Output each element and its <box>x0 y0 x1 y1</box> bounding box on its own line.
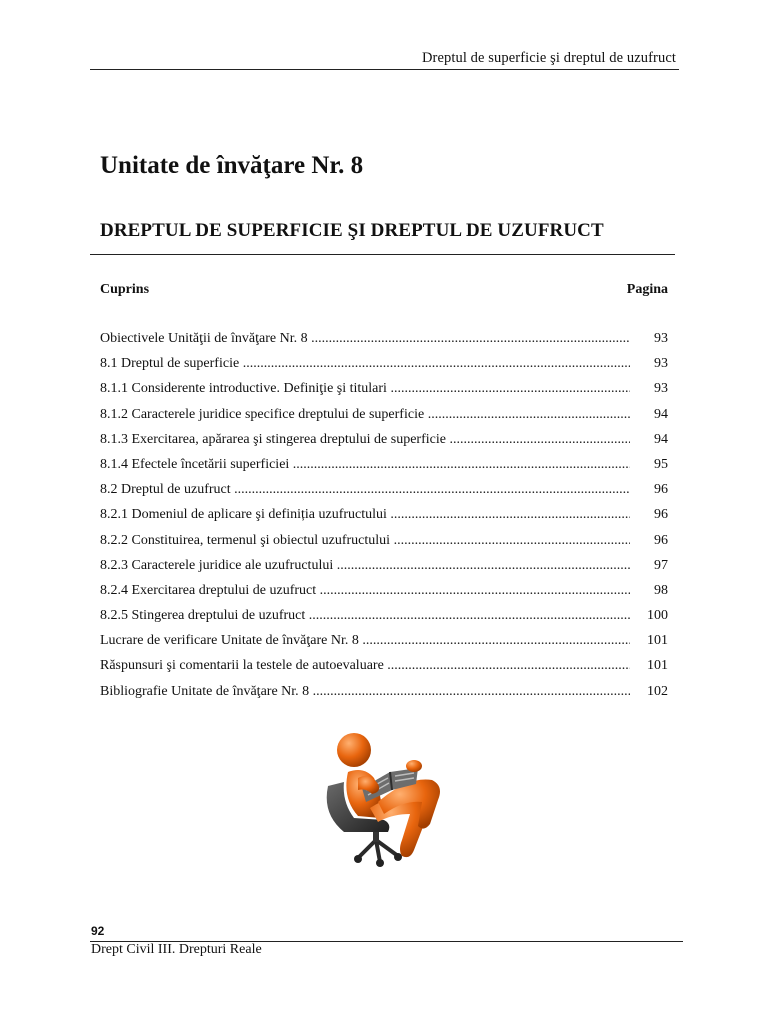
toc-entry-page: 96 <box>654 507 668 523</box>
toc-entry-page: 98 <box>654 582 668 598</box>
toc-entry-title[interactable]: 8.2.1 Domeniul de aplicare şi definiția uzufructului ..... <box>100 505 630 525</box>
toc-entry[interactable] <box>100 606 668 631</box>
toc-entry-title[interactable]: Bibliografie Unitate de învăţare Nr. 8 ..... <box>100 682 630 702</box>
toc-entry-title[interactable]: Obiectivele Unităţii de învăţare Nr. 8 ..... <box>100 329 630 349</box>
table-of-contents <box>100 329 668 707</box>
toc-entry-page: 93 <box>654 356 668 372</box>
course-title: Drept Civil III. Drepturi Reale <box>91 942 262 957</box>
toc-entry[interactable] <box>100 531 668 556</box>
header-divider <box>90 69 679 70</box>
toc-contents-label: Cuprins <box>100 282 150 297</box>
toc-entry-page: 101 <box>647 633 668 649</box>
toc-entry-title[interactable]: 8.2.4 Exercitarea dreptului de uzufruct ..... <box>100 581 630 601</box>
toc-entry[interactable] <box>100 656 668 681</box>
toc-entry-page: 94 <box>654 406 668 422</box>
toc-entry-page: 97 <box>654 557 668 573</box>
toc-entry-title[interactable]: 8.1 Dreptul de superficie ..... <box>100 354 630 374</box>
running-header: Dreptul de superficie şi dreptul de uzufruct <box>421 50 676 66</box>
toc-entry-title[interactable]: 8.1.2 Caracterele juridice specifice dreptului de superficie ..... <box>100 405 630 425</box>
toc-entry-title[interactable]: 8.2 Dreptul de uzufruct ..... <box>100 480 630 500</box>
toc-entry-title[interactable]: 8.1.1 Considerente introductive. Definiţie şi titulari ..... <box>100 379 630 399</box>
toc-entry[interactable] <box>100 329 668 354</box>
toc-entry-page: 101 <box>647 658 668 674</box>
toc-entry-title[interactable]: 8.2.5 Stingerea dreptului de uzufruct ..... <box>100 606 630 626</box>
toc-entry-title[interactable]: 8.2.2 Constituirea, termenul şi obiectul uzufructului ..... <box>100 531 630 551</box>
reading-figure-icon <box>318 728 454 868</box>
toc-entry-page: 93 <box>654 381 668 397</box>
toc-entry-page: 102 <box>647 683 668 699</box>
toc-entry[interactable] <box>100 556 668 581</box>
toc-entry-title[interactable]: Lucrare de verificare Unitate de învăţare Nr. 8 ..... <box>100 631 630 651</box>
toc-entry[interactable] <box>100 379 668 404</box>
chapter-title: DREPTUL DE SUPERFICIE ŞI DREPTUL DE UZUFRUCT <box>100 220 604 241</box>
toc-entry[interactable] <box>100 505 668 530</box>
toc-entry[interactable] <box>100 455 668 480</box>
page-number: 92 <box>91 924 105 938</box>
toc-entry-page: 94 <box>654 431 668 447</box>
toc-entry-title[interactable]: 8.1.4 Efectele încetării superficiei ..... <box>100 455 630 475</box>
unit-title: Unitate de învăţare Nr. 8 <box>100 152 364 179</box>
title-divider <box>90 254 675 255</box>
toc-entry[interactable] <box>100 354 668 379</box>
toc-entry[interactable] <box>100 405 668 430</box>
toc-entry-page: 100 <box>647 608 668 624</box>
toc-header <box>100 282 668 298</box>
toc-entry-page: 96 <box>654 482 668 498</box>
toc-entry-title[interactable]: 8.1.3 Exercitarea, apărarea şi stingerea dreptului de superficie ..... <box>100 430 630 450</box>
toc-page-label: Pagina <box>626 282 668 297</box>
toc-entry-title[interactable]: Răspunsuri şi comentarii la testele de autoevaluare ..... <box>100 656 630 676</box>
toc-entry[interactable] <box>100 430 668 455</box>
toc-entry[interactable] <box>100 631 668 656</box>
toc-entry[interactable] <box>100 682 668 707</box>
toc-entry-page: 96 <box>654 532 668 548</box>
toc-entry[interactable] <box>100 480 668 505</box>
toc-entry-page: 95 <box>654 456 668 472</box>
toc-entry-title[interactable]: 8.2.3 Caracterele juridice ale uzufructului ..... <box>100 556 630 576</box>
toc-entry[interactable] <box>100 581 668 606</box>
toc-entry-page: 93 <box>654 331 668 346</box>
